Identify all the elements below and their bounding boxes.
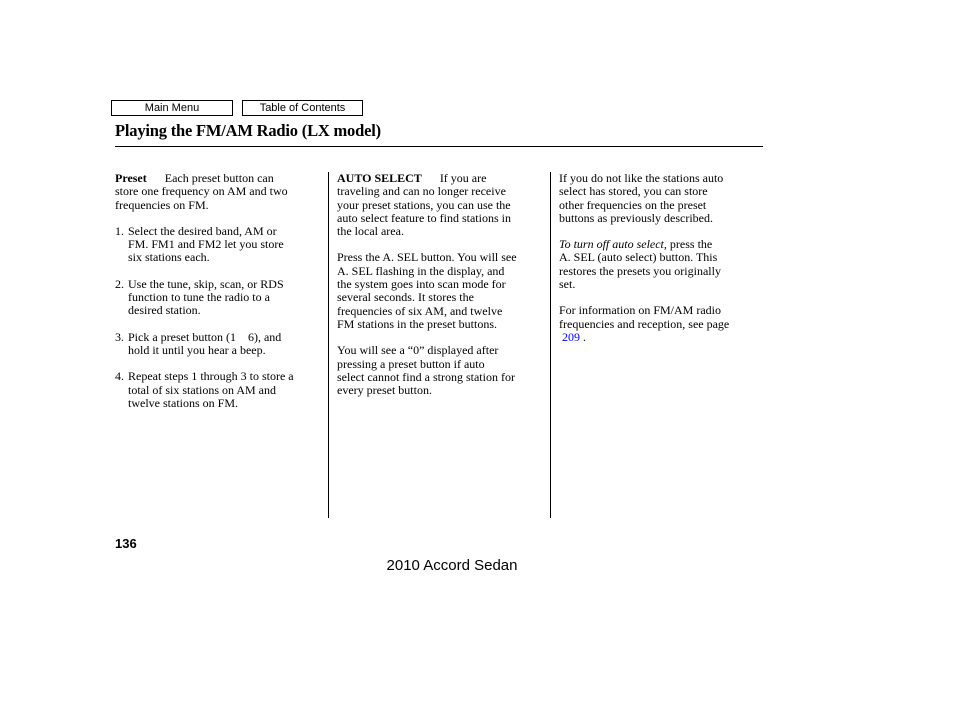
step-number: 2. [115,276,124,291]
text-line: A. SEL flashing in the display, and [337,263,505,278]
text-line: the system goes into scan mode for [337,277,506,292]
text-line: If you are [439,171,487,185]
column-divider-2 [550,172,551,518]
text-line: buttons as previously described. [559,210,713,225]
step-number: 1. [115,223,124,238]
step-line: total of six stations on AM and [128,382,276,397]
preset-text-line-3: frequencies on FM. [115,197,209,212]
text-line: Press the A. SEL button. You will see [337,250,517,265]
text-line: select cannot find a strong station for [337,369,515,384]
footer-title: 2010 Accord Sedan [386,557,518,574]
column-auto-select [337,172,543,397]
press-asel-paragraph [337,251,543,331]
zero-display-paragraph [337,344,543,397]
page-209-link[interactable]: 209 [562,329,580,344]
text-line: restores the presets you originally [559,263,721,278]
step-line: Repeat steps 1 through 3 to store a [128,369,294,384]
dislike-stations-paragraph [559,172,755,225]
step-2 [115,278,323,318]
page-title: Playing the FM/AM Radio (LX model) [115,121,381,140]
step-1 [115,225,323,265]
text-line: frequencies and reception, see page [559,316,730,331]
more-info-paragraph [559,304,755,344]
text-line: your preset stations, you can use the [337,197,511,212]
title-divider [115,146,763,147]
preset-text-line-2: store one frequency on AM and two [115,184,288,199]
text-line: FM stations in the preset buttons. [337,316,497,331]
text-line: auto select feature to find stations in [337,210,511,225]
preset-paragraph [115,172,323,212]
step-line: Select the desired band, AM or [128,223,277,238]
link-suffix: . [580,329,586,344]
step-3 [115,331,323,358]
main-menu-button[interactable]: Main Menu [111,100,233,116]
text-line: frequencies of six AM, and twelve [337,303,503,318]
step-line: FM. FM1 and FM2 let you store [128,237,284,252]
text-line: For information on FM/AM radio [559,303,721,318]
step-line: function to tune the radio to a [128,290,270,305]
step-line: desired station. [128,303,201,318]
text-line: pressing a preset button if auto [337,356,485,371]
step-line: twelve stations on FM. [128,395,238,410]
text-line: press the [666,237,713,252]
step-number: 3. [115,329,124,344]
step-number: 4. [115,369,124,384]
step-line: Pick a preset button (1 6), and [128,329,282,344]
step-line: Use the tune, skip, scan, or RDS [128,276,284,291]
text-line: other frequencies on the preset [559,197,707,212]
auto-select-paragraph [337,172,543,238]
text-line: A. SEL (auto select) button. This [559,250,718,265]
text-line: You will see a “0” displayed after [337,343,499,358]
turn-off-paragraph [559,238,755,291]
turn-off-heading: To turn off auto select, [559,237,667,252]
page-number: 136 [115,536,137,551]
table-of-contents-button[interactable]: Table of Contents [242,100,363,116]
text-line: If you do not like the stations auto [559,171,724,185]
column-divider-1 [328,172,329,518]
column-auto-select-cont [559,172,755,344]
text-line: every preset button. [337,383,432,398]
preset-heading: Preset [115,171,147,185]
step-4 [115,370,323,410]
preset-text-line-1: Each preset button can [164,171,274,185]
text-line: several seconds. It stores the [337,290,474,305]
text-line: select has stored, you can store [559,184,708,199]
step-line: six stations each. [128,250,210,265]
text-line: set. [559,277,576,292]
auto-select-heading: AUTO SELECT [337,171,422,185]
step-line: hold it until you hear a beep. [128,342,266,357]
column-preset [115,172,323,410]
text-line: the local area. [337,224,404,239]
text-line: traveling and can no longer receive [337,184,506,199]
